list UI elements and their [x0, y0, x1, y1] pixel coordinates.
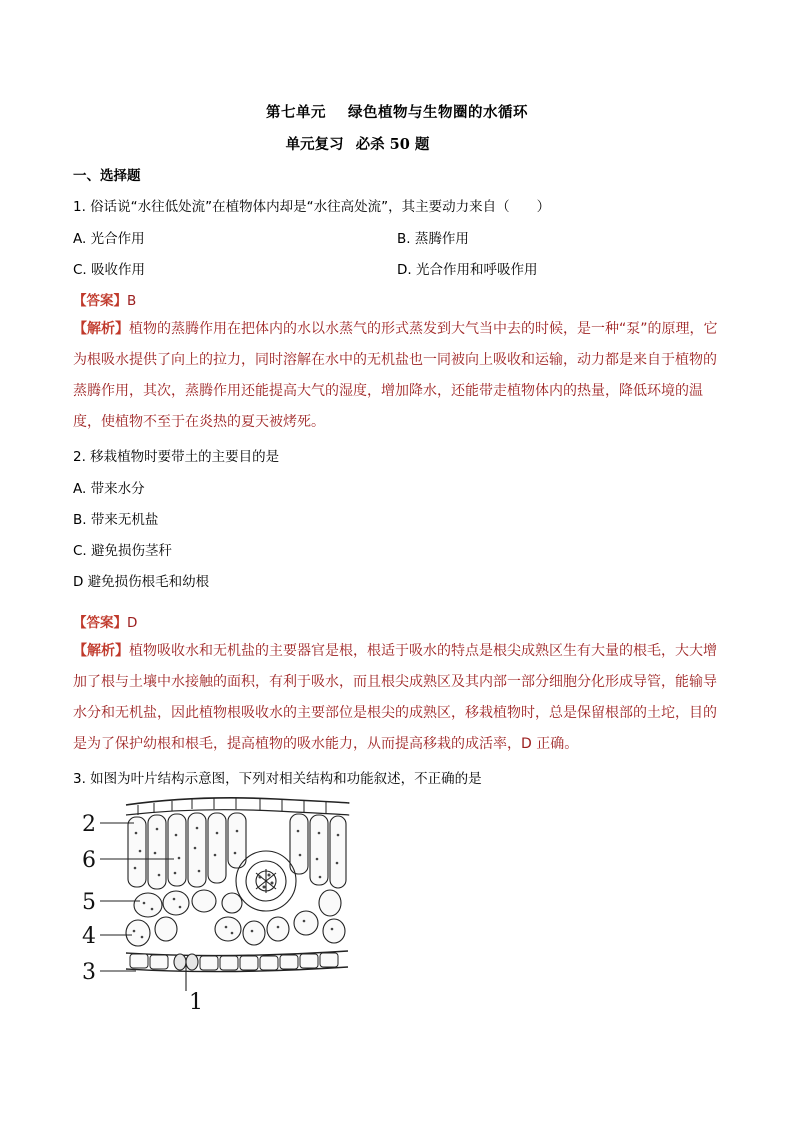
- analysis-tag: 【解析】: [73, 643, 129, 659]
- q2-option-b: B. 带来无机盐: [73, 512, 159, 528]
- section-heading: 一、选择题: [73, 168, 141, 184]
- answer-tag: 【答案】: [73, 293, 127, 309]
- figure-label-1: 1: [189, 990, 203, 1015]
- figure-label-6: 6: [82, 848, 96, 873]
- answer-value: D: [127, 615, 138, 631]
- analysis-text: 植物的蒸腾作用在把体内的水以水蒸气的形式蒸发到大气当中去的时候，是一种“泵”的原理，它为根吸水提供了向上的拉力，同时溶解在水中的无机盐也一同被向上吸收和运输，动力都是来自于植物的蒸腾作用，其次，蒸腾作用还能提高大气的湿度，增加降水，还能带走植物体内的热量，降低环境的温度，使植物不至于在炎热的夏天被烤死。: [73, 321, 718, 430]
- analysis-text: 植物吸收水和无机盐的主要器官是根，根适于吸水的特点是根尖成熟区生有大量的根毛，大大增加了根与土壤中水接触的面积，有利于吸水，而且根尖成熟区及其内部一部分细胞分化形成导管，能输导水分和无机盐，因此植物根吸收水的主要部位是根尖的成熟区，移栽植物时，总是保留根部的土坨，目的是为了保护幼根和根毛，提高植物的吸水能力，从而提高移栽的成活率，D 正确。: [73, 643, 717, 752]
- q2-answer: [73, 611, 137, 631]
- q2-stem: 2. 移栽植物时要带土的主要目的是: [73, 449, 280, 465]
- figure-label-2: 2: [82, 812, 96, 837]
- title-topic: 绿色植物与生物圈的水循环: [348, 104, 528, 121]
- q2-analysis: [73, 636, 723, 760]
- q1-stem: 1. 俗话说“水往低处流”在植物体内却是“水往高处流”，其主要动力来自（ ）: [73, 199, 551, 215]
- q1-option-c: C. 吸收作用: [73, 262, 146, 278]
- q1-answer: [73, 289, 136, 309]
- q1-option-b: B. 蒸腾作用: [397, 231, 469, 247]
- subtitle-review: 单元复习: [285, 136, 344, 153]
- subtitle-count: 必杀 50 题: [355, 136, 430, 153]
- answer-value: B: [127, 293, 137, 309]
- figure-label-3: 3: [82, 960, 96, 985]
- q2-option-d: D 避免损伤根毛和幼根: [73, 574, 210, 590]
- figure-label-4: 4: [82, 924, 96, 949]
- title-unit: 第七单元: [266, 104, 326, 121]
- q1-option-a: A. 光合作用: [73, 231, 145, 247]
- q1-analysis: [73, 314, 723, 438]
- q2-option-c: C. 避免损伤茎秆: [73, 543, 173, 559]
- q1-option-d: D. 光合作用和呼吸作用: [397, 262, 538, 278]
- leaf-structure-diagram: [76, 793, 356, 1015]
- figure-label-5: 5: [82, 890, 96, 915]
- q2-option-a: A. 带来水分: [73, 481, 145, 497]
- page-title: [0, 101, 794, 122]
- answer-tag: 【答案】: [73, 615, 127, 631]
- analysis-tag: 【解析】: [73, 321, 129, 337]
- q3-stem: 3. 如图为叶片结构示意图，下列对相关结构和功能叙述，不正确的是: [73, 771, 482, 787]
- page-subtitle: [0, 133, 715, 154]
